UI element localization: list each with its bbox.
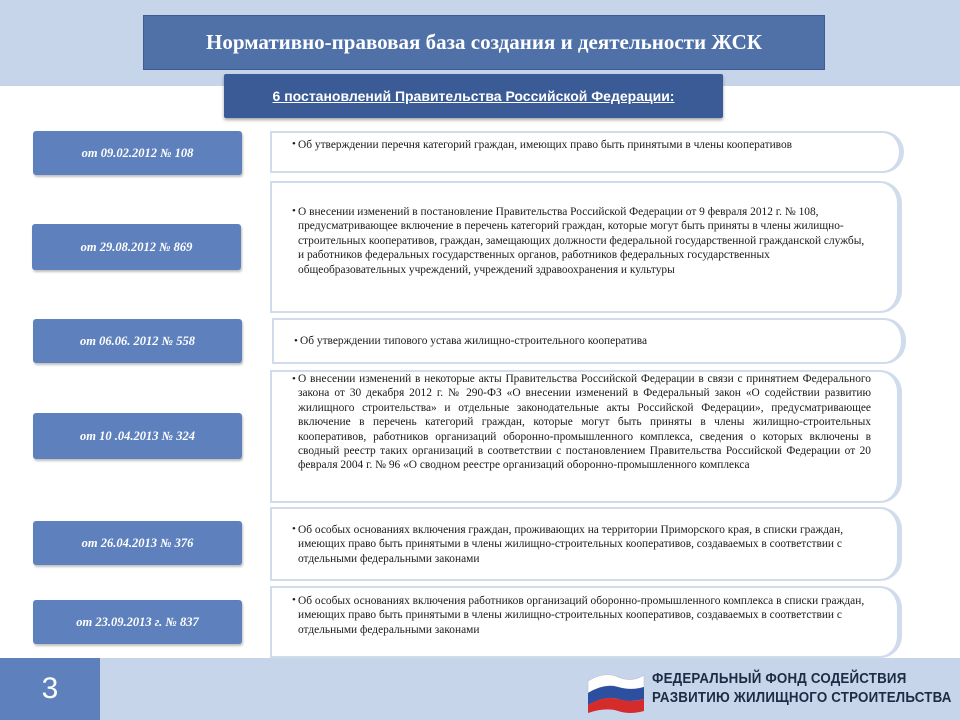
description-text: Об особых основаниях включения работников организаций оборонно-промышленного комплекса в списки граждан, имеющих право быть принятыми в члены жилищно-строительных кооперативов, создаваемых в соответствии с отдельными федеральными законами xyxy=(298,595,865,636)
resolution-date-4: от 10 .04.2013 № 324 xyxy=(33,413,242,459)
resolution-description-6 xyxy=(270,586,902,658)
bullet-icon: • xyxy=(292,138,296,150)
bullet-icon: • xyxy=(292,373,296,385)
bullet-icon: • xyxy=(292,594,296,606)
description-text: Об особых основаниях включения граждан, проживающих на территории Приморского края, в списки граждан, имеющих право быть принятыми в члены жилищно-строительных кооперативов, создаваемых в соответствии с отдельными федеральными законами xyxy=(298,524,844,565)
resolution-date-5: от 26.04.2013 № 376 xyxy=(33,521,242,565)
description-text: Об утверждении типового устава жилищно-строительного кооператива xyxy=(300,335,648,348)
org-name-line-1: ФЕДЕРАЛЬНЫЙ ФОНД СОДЕЙСТВИЯ xyxy=(652,671,907,687)
resolution-date-3: от 06.06. 2012 № 558 xyxy=(33,319,242,363)
page-number: 3 xyxy=(0,658,100,720)
section-subtitle: 6 постановлений Правительства Российской Федерации: xyxy=(224,74,723,118)
resolution-date-2: от 29.08.2012 № 869 xyxy=(32,224,241,270)
bullet-icon: • xyxy=(294,335,298,348)
description-text: О внесении изменений в постановление Правительства Российской Федерации от 9 февраля 2012 г. № 108, предусматривающее включение в перечень категорий граждан, которые могут быть приняты в члены жилищно-строительных кооперативов, граждан, замещающих должности федеральной государственной гражданской службы, и работников федеральных государственных органов, работников федеральных государственных общеобразовательных учреждений, учреждений здравоохранения и культуры xyxy=(298,206,865,276)
resolution-description-2 xyxy=(270,181,902,313)
description-text: О внесении изменений в некоторые акты Правительства Российской Федерации в связи с принятием Федерального закона от 30 декабря 2012 г. № 290-ФЗ «О внесении изменений в Федеральный закон «О содействии развитию жилищного строительства» и отдельные законодательные акты Российской Федерации», предусматривающее включение в перечень категорий граждан, которые могут быть приняты в члены жилищно-строительных кооперативов, работников организаций оборонно-промышленного комплекса, сведения о которых включены в сводный реестр таких организаций в соответствии с постановлением Правительства Российской Федерации от 20 февраля 2004 г. № 96 «О сводном реестре организаций оборонно-промышленного комплекса xyxy=(298,373,871,472)
organization-name xyxy=(652,670,952,708)
resolution-description-1 xyxy=(270,131,904,173)
resolution-date-1: от 09.02.2012 № 108 xyxy=(33,131,242,175)
resolution-description-3 xyxy=(272,318,906,364)
resolution-description-5 xyxy=(270,507,902,581)
org-name-line-2: РАЗВИТИЮ ЖИЛИЩНОГО СТРОИТЕЛЬСТВА xyxy=(652,690,952,706)
page-title: Нормативно-правовая база создания и деятельности ЖСК xyxy=(143,15,825,70)
resolution-date-6: от 23.09.2013 г. № 837 xyxy=(33,600,242,644)
bullet-icon: • xyxy=(292,205,296,217)
description-text: Об утверждении перечня категорий граждан, имеющих право быть принятыми в члены кооперативов xyxy=(298,139,793,151)
resolution-description-4 xyxy=(270,370,902,503)
bullet-icon: • xyxy=(292,523,296,535)
russian-flag-logo-icon xyxy=(586,667,646,713)
